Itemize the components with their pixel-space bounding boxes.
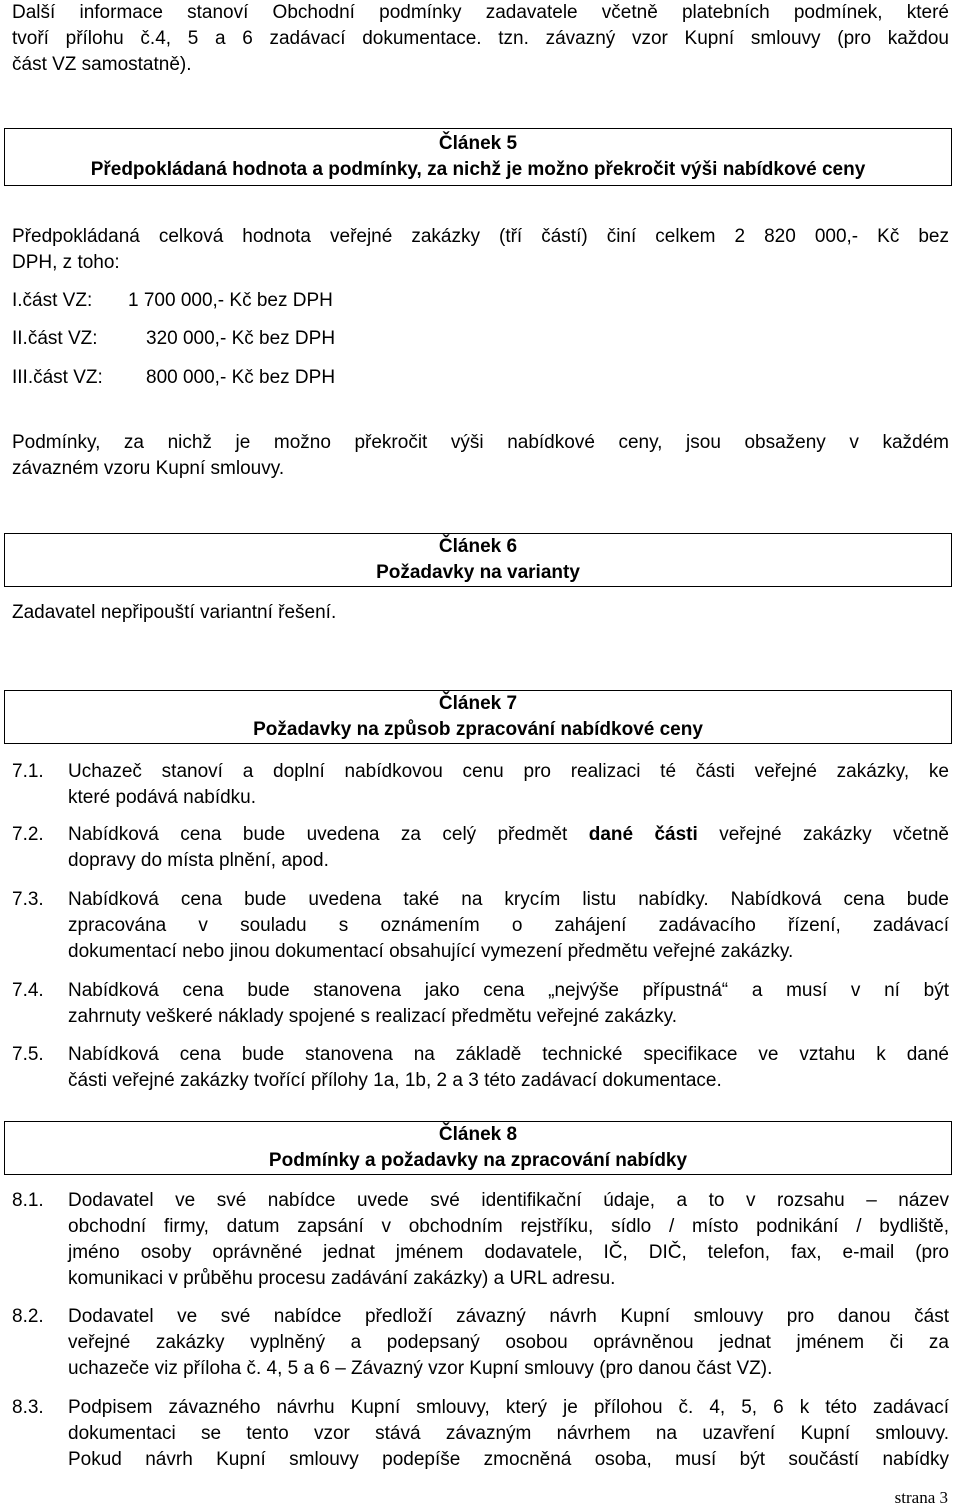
item-number: 7.4.	[12, 980, 44, 1001]
article-5-para-line-1: Předpokládaná celková hodnota veřejné zakázky (tří částí) činí celkem 2 820 000,- Kč bez	[12, 226, 949, 247]
item-7-4	[68, 978, 949, 1030]
article-5-para-line-2: DPH, z toho:	[12, 252, 120, 273]
article-7-heading	[4, 690, 952, 744]
item-7-2	[68, 822, 949, 874]
item-line: zahrnuty veškeré náklady spojené s realizací předmětu veřejné zakázky.	[68, 1006, 678, 1027]
part-1-value: 1 700 000,- Kč bez DPH	[128, 290, 333, 311]
item-line: Nabídková cena bude stanovena jako cena „nejvýše přípustná“ a musí v ní být	[68, 980, 949, 1001]
item-line: které podává nabídku.	[68, 787, 257, 808]
article-7-title: Požadavky na způsob zpracování nabídkové ceny	[253, 719, 703, 740]
article-8-label: Článek 8	[438, 1124, 518, 1145]
item-8-2	[68, 1304, 949, 1382]
article-6-title: Požadavky na varianty	[376, 562, 580, 583]
item-line: obchodní firmy, datum zapsání v obchodním rejstříku, sídlo / místo podnikání / bydliště,	[68, 1216, 949, 1237]
item-line: Nabídková cena bude stanovena na základě technické specifikace ve vztahu k dané	[68, 1044, 949, 1065]
item-line: dokumentací nebo jinou dokumentací obsahující vymezení předmětu veřejné zakázky.	[68, 941, 794, 962]
article-5-heading	[4, 128, 952, 186]
item-line: Uchazeč stanoví a doplní nabídkovou cenu pro realizaci té části veřejné zakázky, ke	[68, 761, 949, 782]
item-7-3	[68, 887, 949, 965]
item-line: Podpisem závazného návrhu Kupní smlouvy, který je přílohou č. 4, 5, 6 k této zadávací	[68, 1397, 949, 1418]
item-number: 8.3.	[12, 1397, 44, 1418]
item-line: dokumentaci se tento vzor stává závazným návrhem na uzavření Kupní smlouvy.	[68, 1423, 949, 1444]
item-number: 8.2.	[12, 1306, 44, 1327]
part-3-label: III.část VZ:	[12, 367, 103, 388]
item-text: veřejné zakázky včetně	[697, 824, 949, 845]
item-bold-text: dané části	[588, 824, 698, 845]
intro-line-3: část VZ samostatně).	[12, 54, 192, 75]
article-8-title: Podmínky a požadavky na zpracování nabídky	[268, 1150, 688, 1171]
item-number: 7.1.	[12, 761, 44, 782]
item-number: 7.2.	[12, 824, 44, 845]
item-line: části veřejné zakázky tvořící přílohy 1a, 1b, 2 a 3 této zadávací dokumentace.	[68, 1070, 722, 1091]
item-text: Nabídková cena bude uvedena za celý předmět	[68, 824, 589, 845]
conditions-line-2: závazném vzoru Kupní smlouvy.	[12, 458, 285, 479]
conditions-line-1: Podmínky, za nichž je možno překročit výši nabídkové ceny, jsou obsaženy v každém	[12, 432, 949, 453]
article-6-text: Zadavatel nepřipouští variantní řešení.	[12, 602, 337, 623]
item-line: komunikaci v průběhu procesu zadávání zakázky) a URL adresu.	[68, 1268, 616, 1289]
item-line: veřejné zakázky vyplněný a podepsaný osobou oprávněnou jednat jménem či za	[68, 1332, 949, 1353]
article-8-heading	[4, 1121, 952, 1175]
item-line: Dodavatel ve své nabídce uvede své identifikační údaje, a to v rozsahu – název	[68, 1190, 949, 1211]
item-line: jméno osoby oprávněné jednat jménem dodavatele, IČ, DIČ, telefon, fax, e-mail (pro	[68, 1242, 949, 1263]
intro-line-1: Další informace stanoví Obchodní podmínky zadavatele včetně platebních podmínek, které	[12, 2, 949, 23]
item-line: Pokud návrh Kupní smlouvy podepíše zmocněná osoba, musí být součástí nabídky	[68, 1449, 949, 1470]
article-5-label: Článek 5	[438, 133, 518, 154]
part-2-label: II.část VZ:	[12, 328, 98, 349]
item-line: uchazeče viz příloha č. 4, 5 a 6 – Závazný vzor Kupní smlouvy (pro danou část VZ).	[68, 1358, 773, 1379]
article-6-label: Článek 6	[438, 536, 518, 557]
item-8-3	[68, 1395, 949, 1473]
part-2-value: 320 000,- Kč bez DPH	[146, 328, 336, 349]
item-7-5	[68, 1042, 949, 1094]
part-3-value: 800 000,- Kč bez DPH	[146, 367, 336, 388]
article-6-heading	[4, 533, 952, 587]
item-line: dopravy do místa plnění, apod.	[68, 850, 329, 871]
item-line: Nabídková cena bude uvedena také na krycím listu nabídky. Nabídková cena bude	[68, 889, 949, 910]
article-7-label: Článek 7	[438, 693, 518, 714]
article-5-title: Předpokládaná hodnota a podmínky, za nichž je možno překročit výši nabídkové ceny	[90, 159, 866, 180]
item-8-1	[68, 1188, 949, 1292]
item-line	[68, 822, 949, 848]
item-line: zpracována v souladu s oznámením o zahájení zadávacího řízení, zadávací	[68, 915, 949, 936]
item-line: Dodavatel ve své nabídce předloží závazný návrh Kupní smlouvy pro danou část	[68, 1306, 949, 1327]
item-number: 7.3.	[12, 889, 44, 910]
item-number: 7.5.	[12, 1044, 44, 1065]
part-1-label: I.část VZ:	[12, 290, 93, 311]
item-7-1	[68, 759, 949, 811]
item-number: 8.1.	[12, 1190, 44, 1211]
page-number: strana 3	[894, 1488, 948, 1507]
intro-line-2: tvoří přílohu č.4, 5 a 6 zadávací dokumentace. tzn. závazný vzor Kupní smlouvy (pro každou	[12, 28, 949, 49]
